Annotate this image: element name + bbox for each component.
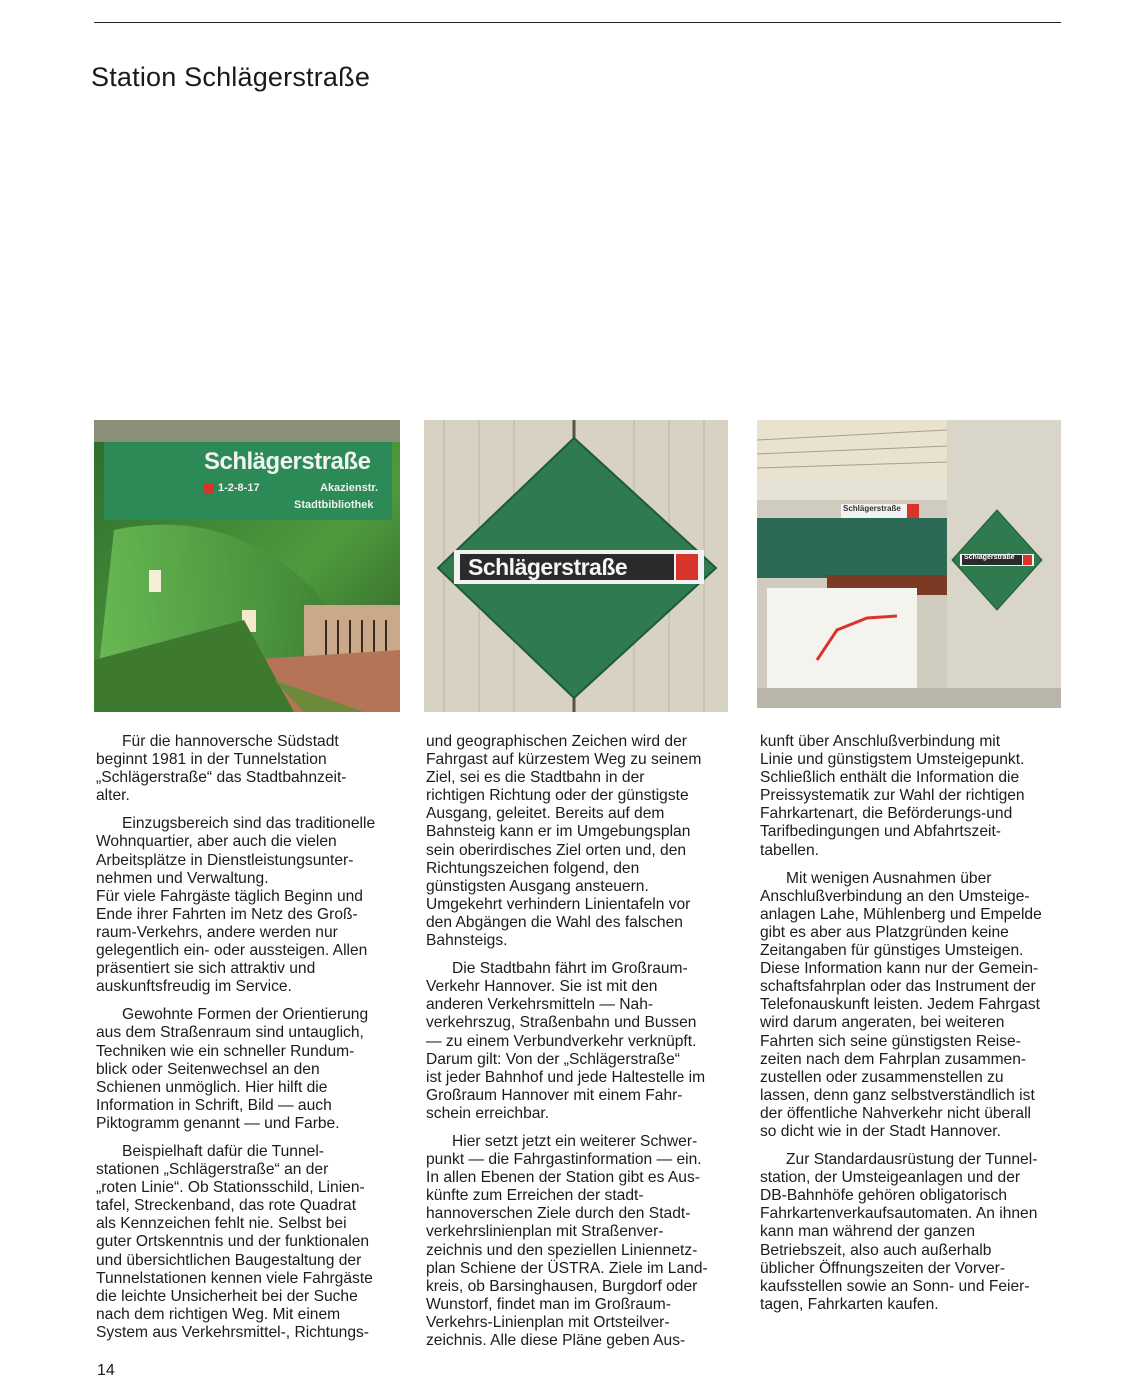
red-square-marker — [204, 484, 214, 494]
diamond-sign-small-name: Schlägerstraße — [964, 554, 1015, 561]
paragraph: Hier setzt jetzt ein weiterer Schwer- punkt — die Fahrgastinformation — ein. In allen Ebenen der Station gibt es Aus- künfte zum Erreichen der stadt- hannoverschen Ziele durch den Stadt- verkehrslinienplan mit Straßenver- zeichnis und den speziellen Liniennetz- plan Schiene der ÜSTRA. Ziele im Land- kreis, ob Barsinghausen, Burgdorf oder Wunstorf, findet man im Großraum- Verkehrs-Linienplan mit Ortsteilver- zeichnis. Alle diese Pläne geben Aus- — [426, 1132, 708, 1349]
paragraph: Mit wenigen Ausnahmen über Anschlußverbindung an den Umsteige- anlagen Lahe, Mühlenberg und Empelde gibt es aber aus Platzgründen keine Zeitangaben für günstiges Umsteigen. Diese Information kann nur der Gemein- schaftsfahrplan oder das Instrument der Telefonauskunft leisten. Jedem Fahrgast wird darum angeraten, bei weiteren Fahrten sich seine günstigsten Reise- zeiten nach dem Fahrplan zusammen- zustellen oder zusammenstellen zu lassen, denn ganz selbstverständlich ist der öffentliche Nahverkehr nicht überall so dicht wie in der Stadt Hannover. — [760, 869, 1042, 1140]
sign-destination-2: Stadtbibliothek — [294, 499, 374, 511]
text-column-1 — [96, 733, 394, 1352]
photo-stairway-sign — [94, 420, 400, 712]
paragraph: Für die hannoversche Südstadt beginnt 1981 in der Tunnelstation „Schlägerstraße“ das Stadtbahnzeit- alter. — [96, 733, 347, 805]
paragraph: Für viele Fahrgäste täglich Beginn und Ende ihrer Fahrten im Netz des Groß- raum-Verkehrs, andere werden nur gelegentlich ein- oder aussteigen. Allen präsentiert sie sich attraktiv und auskunftsfreudig im Service. — [96, 887, 368, 996]
paragraph: Einzugsbereich sind das traditionelle Wohnquartier, aber auch die vielen Arbeitsplätze in Dienstleistungsunter- nehmen und Verwaltung. — [96, 815, 376, 887]
photo-diamond-sign — [424, 420, 728, 712]
page-title: Station Schlägerstraße — [91, 62, 371, 92]
paragraph: Zur Standardausrüstung der Tunnel- station, der Umsteigeanlagen und der DB-Bahnhöfe gehören obligatorisch Fahrkartenverkaufsautomaten. An ihnen kann man während der ganzen Betriebszeit, also auch außerhalb üblicher Öffnungszeiten der Vorver- kaufsstellen sowie an Sonn- und Feier- tagen, Fahrkarten kaufen. — [760, 1151, 1038, 1313]
platform-sign-station-name: Schlägerstraße — [843, 504, 901, 513]
sign-destination-1: Akazienstr. — [320, 482, 379, 494]
diamond-sign-station-name: Schlägerstraße — [468, 554, 628, 580]
photo-platform-illustration — [757, 420, 1061, 708]
text-column-2 — [426, 733, 724, 1360]
top-rule — [94, 22, 1061, 23]
page-number: 14 — [97, 1362, 115, 1379]
paragraph: Die Stadtbahn fährt im Großraum- Verkehr Hannover. Sie ist mit den anderen Verkehrsmitteln — Nah- verkehrszug, Straßenbahn und Bussen — zu einem Verbundverkehr verknüpft. Darum gilt: Von der „Schlägerstraße“ ist jeder Bahnhof und jede Haltestelle im Großraum Hannover mit einem Fahr- schein erreichbar. — [426, 960, 706, 1122]
photo-platform — [757, 420, 1061, 708]
paragraph: und geographischen Zeichen wird der Fahrgast auf kürzestem Weg zu seinem Ziel, sei es die Stadtbahn in der richtigen Richtung oder der günstigste Ausgang, geleitet. Bereits auf dem Bahnsteig kann er im Umgebungsplan sein oberirdisches Ziel orten und, den Richtungszeichen folgend, den günstigsten Ausgang ansteuern. Umgekehrt verhindern Linientafeln vor den Abgängen die Wahl des falschen Bahnsteigs. — [426, 733, 702, 950]
paragraph: kunft über Anschlußverbindung mit Linie und günstigstem Umsteigepunkt. Schließlich enthält die Information die Preissystematik zur Wahl der richtigen Fahrkartenart, die Beförderungs-und Tarifbedingungen und Abfahrtszeit- tabellen. — [760, 733, 1025, 859]
sign-station-name: Schlägerstraße — [204, 448, 371, 475]
paragraph: Beispielhaft dafür die Tunnel- stationen „Schlägerstraße“ an der „roten Linie“. Ob Stationsschild, Linien- tafel, Streckenband, das rote Quadrat als Kennzeichen fehlt nie. Selbst bei guter Ortskenntnis und der funktionalen und übersichtlichen Baugestaltung der Tunnelstationen kennen viele Fahrgäste die leichte Unsicherheit bei der Suche nach dem richtigen Weg. Mit einem System aus Verkehrsmittel-, Richtungs- — [96, 1142, 373, 1341]
text-column-3 — [760, 733, 1058, 1324]
sign-line-numbers: 1-2-8-17 — [218, 482, 260, 494]
paragraph: Gewohnte Formen der Orientierung aus dem Straßenraum sind untauglich, Techniken wie ein schneller Rundum- blick oder Seitenwechsel an den Schienen unmöglich. Hier hilft die Information in Schrift, Bild — auch Piktogramm genannt — und Farbe. — [96, 1006, 369, 1132]
